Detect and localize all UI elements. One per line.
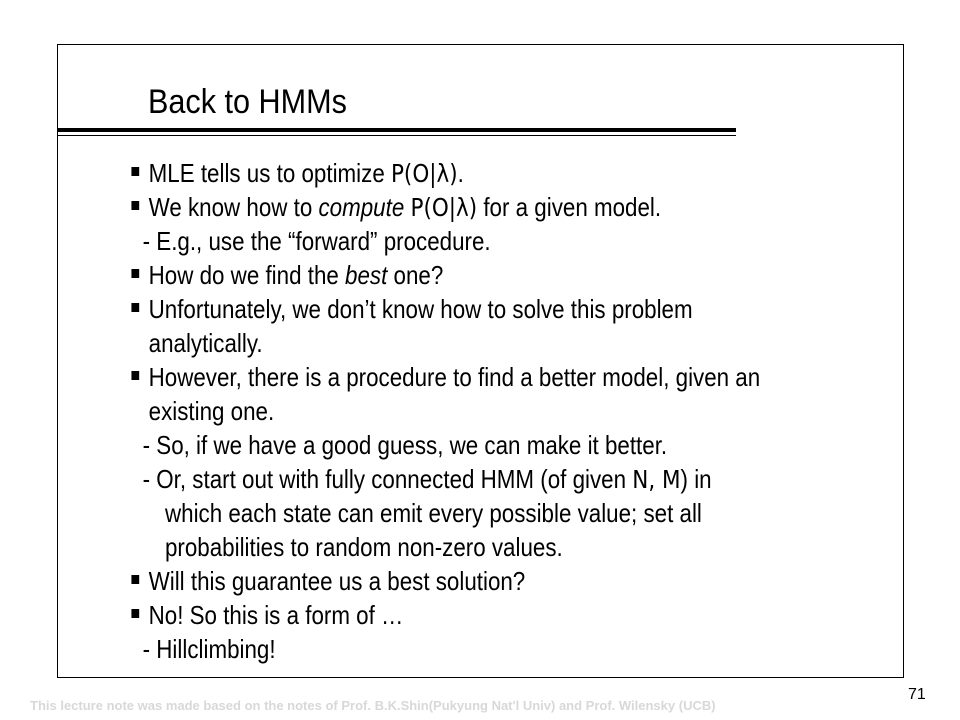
square-bullet-icon bbox=[131, 167, 139, 176]
text: . bbox=[457, 158, 464, 188]
bullet-line bbox=[128, 564, 816, 598]
text: How do we find the bbox=[148, 260, 346, 290]
square-bullet-icon bbox=[131, 575, 139, 584]
title-underline-thick bbox=[57, 128, 736, 132]
math-expression: N, M bbox=[632, 465, 681, 494]
bullet-line bbox=[128, 258, 816, 292]
sub-continuation-line: probabilities to random non-zero values. bbox=[164, 532, 563, 562]
bullet-line bbox=[128, 598, 816, 632]
bullet-line bbox=[128, 360, 816, 394]
text: one? bbox=[387, 260, 444, 290]
text: Unfortunately, we don’t know how to solve this problem bbox=[148, 294, 693, 324]
text: We know how to bbox=[148, 192, 319, 222]
math-expression: P(O|λ) bbox=[410, 193, 478, 222]
text: - Or, start out with fully connected HMM (of given bbox=[142, 464, 633, 494]
emphasis: best bbox=[345, 260, 388, 290]
square-bullet-icon bbox=[131, 303, 139, 312]
sub-line: - E.g., use the “forward” procedure. bbox=[142, 226, 491, 256]
text: MLE tells us to optimize bbox=[148, 158, 391, 188]
emphasis: compute bbox=[318, 192, 405, 222]
square-bullet-icon bbox=[131, 371, 139, 380]
text: Will this guarantee us a best solution? bbox=[148, 566, 526, 596]
text: However, there is a procedure to find a better model, given an bbox=[148, 362, 761, 392]
slide-body bbox=[128, 156, 928, 666]
text: for a given model. bbox=[477, 192, 662, 222]
sub-line bbox=[128, 462, 816, 496]
sub-line: - Hillclimbing! bbox=[142, 634, 276, 664]
bullet-line bbox=[128, 190, 816, 224]
bullet-line bbox=[128, 292, 816, 326]
continuation-line: analytically. bbox=[148, 328, 263, 358]
square-bullet-icon bbox=[131, 201, 139, 210]
page-number: 71 bbox=[908, 686, 926, 703]
sub-continuation-line: which each state can emit every possible value; set all bbox=[164, 498, 702, 528]
square-bullet-icon bbox=[131, 609, 139, 618]
sub-line: - So, if we have a good guess, we can make it better. bbox=[142, 430, 668, 460]
slide-title: Back to HMMs bbox=[148, 83, 347, 121]
text: ) in bbox=[680, 464, 712, 494]
footer-credit: This lecture note was made based on the notes of Prof. B.K.Shin(Pukyung Nat'l Univ) and Prof. Wilensky (UCB) bbox=[30, 698, 716, 713]
math-expression: P(O|λ) bbox=[390, 159, 458, 188]
title-underline-thin bbox=[57, 135, 736, 136]
bullet-line bbox=[128, 156, 816, 190]
square-bullet-icon bbox=[131, 269, 139, 278]
continuation-line: existing one. bbox=[148, 396, 275, 426]
text: No! So this is a form of … bbox=[148, 600, 404, 630]
